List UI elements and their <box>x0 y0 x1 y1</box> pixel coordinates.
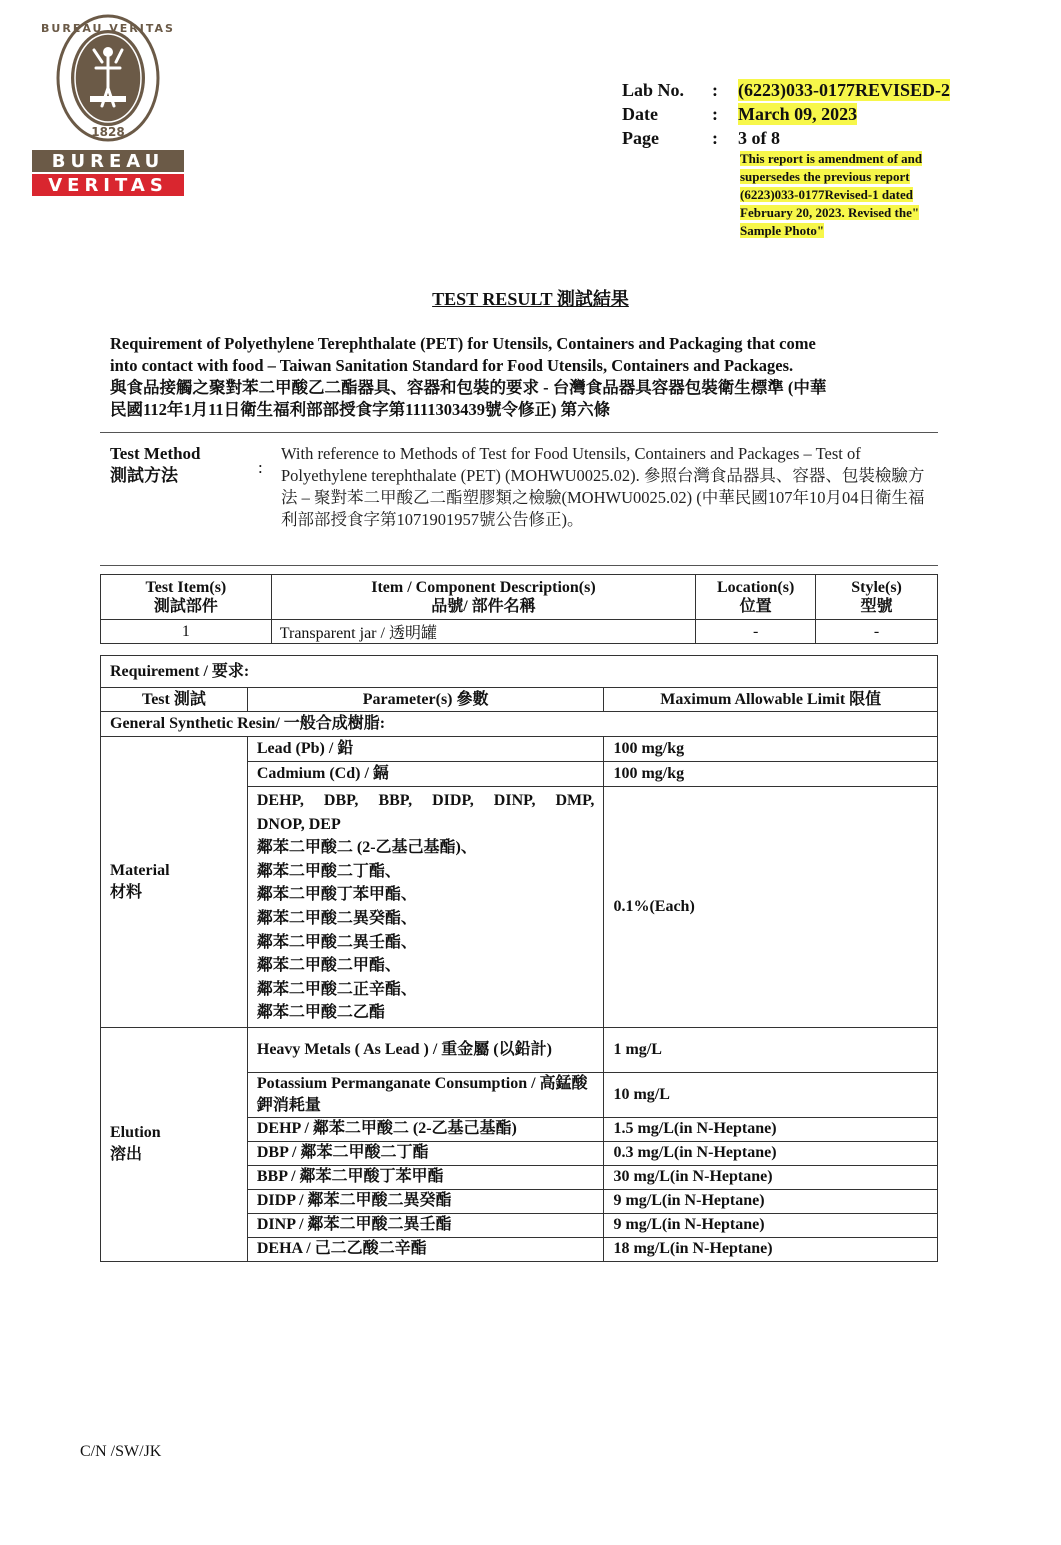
test-method-text: With reference to Methods of Test for Food Utensils, Containers and Packages – Test of Polyethylene terephthalate (PET) (MOHWU0025.02). 參照台灣食品器具、容器、包裝檢驗方法 – 聚對苯二甲酸乙二酯塑膠類之檢驗(MOHWU0025.02) (中華民國107年10月04日衛生福利部部授食字第1071901957號公告修正)。 <box>281 444 925 529</box>
amendment-text: This report is amendment of and supersedes the previous report (6223)033-0177Revised-1 dated February 20, 2023. Revised the" Sample Photo" <box>740 151 923 238</box>
param-cell: DBP / 鄰苯二甲酸二丁酯 <box>247 1141 604 1165</box>
table-row <box>101 737 938 762</box>
param-cell: DIDP / 鄰苯二甲酸二異癸酯 <box>247 1189 604 1213</box>
limit-cell: 10 mg/L <box>604 1072 938 1117</box>
param-cell: DEHP / 鄰苯二甲酸二 (2-乙基己基酯) <box>247 1117 604 1141</box>
param-cell-phthalates: DEHP, DBP, BBP, DIDP, DINP, DMP, DNOP, DEP 鄰苯二甲酸二 (2-乙基己基酯)、 鄰苯二甲酸二丁酯、 鄰苯二甲酸丁苯甲酯、 鄰苯二甲酸二異癸酯、 鄰苯二甲酸二異壬酯、 鄰苯二甲酸二甲酯、 鄰苯二甲酸二正辛酯、 鄰苯二甲酸二乙酯 <box>247 787 604 1028</box>
lab-no-label: Lab No. <box>622 80 685 100</box>
table-row <box>101 1027 938 1072</box>
page-label: Page <box>622 128 659 148</box>
requirement-line: 與食品接觸之聚對苯二甲酸乙二酯器具、容器和包裝的要求 - 台灣食品器具容器包裝衛生標準 (中華 <box>110 378 827 397</box>
header-style: Style(s) 型號 <box>816 575 938 620</box>
svg-text:BUREAU VERITAS: BUREAU VERITAS <box>41 22 175 35</box>
requirements-table <box>100 655 938 1262</box>
test-method-label-en: Test Method <box>110 444 201 463</box>
item-number: 1 <box>101 620 272 644</box>
limit-cell: 18 mg/L(in N-Heptane) <box>604 1237 938 1261</box>
svg-text:1828: 1828 <box>91 125 125 139</box>
param-cell: Heavy Metals ( As Lead ) / 重金屬 (以鉛計) <box>247 1027 604 1072</box>
limit-cell: 1.5 mg/L(in N-Heptane) <box>604 1117 938 1141</box>
limit-cell: 0.3 mg/L(in N-Heptane) <box>604 1141 938 1165</box>
requirement-line: 民國112年1月11日衛生福利部部授食字第1111303439號令修正) 第六條 <box>110 400 611 419</box>
param-cell: BBP / 鄰苯二甲酸丁苯甲酯 <box>247 1165 604 1189</box>
divider <box>100 432 938 433</box>
limit-cell: 100 mg/kg <box>604 762 938 787</box>
footer-reference: C/N /SW/JK <box>80 1443 162 1460</box>
group-title: General Synthetic Resin/ 一般合成樹脂: <box>101 712 938 737</box>
colon: : <box>712 128 718 148</box>
limit-cell: 100 mg/kg <box>604 737 938 762</box>
requirement-line: Requirement of Polyethylene Terephthalate (PET) for Utensils, Containers and Packaging that come <box>110 334 816 353</box>
test-items-table <box>100 574 938 644</box>
date-value: March 09, 2023 <box>738 104 858 124</box>
header-parameter: Parameter(s) 參數 <box>247 688 604 712</box>
page-title: TEST RESULT 測試結果 <box>432 289 629 309</box>
table-header-row <box>101 575 938 620</box>
limit-cell: 0.1%(Each) <box>604 787 938 1028</box>
header-test-items: Test Item(s) 測試部件 <box>101 575 272 620</box>
item-style: - <box>816 620 938 644</box>
lab-no-row <box>622 79 950 101</box>
table-row <box>101 712 938 737</box>
param-cell: Cadmium (Cd) / 鎘 <box>247 762 604 787</box>
colon: : <box>712 80 718 100</box>
colon: : <box>712 104 718 124</box>
header-description: Item / Component Description(s) 品號/ 部件名稱 <box>271 575 695 620</box>
material-label: Material 材料 <box>101 737 248 1028</box>
item-description: Transparent jar / 透明罐 <box>271 620 695 644</box>
limit-cell: 1 mg/L <box>604 1027 938 1072</box>
table-row <box>101 620 938 644</box>
svg-text:BUREAU: BUREAU <box>51 151 165 172</box>
colon: : <box>258 458 263 477</box>
page-value: 3 of 8 <box>738 128 780 148</box>
header-location: Location(s) 位置 <box>696 575 816 620</box>
param-cell: DEHA / 己二乙酸二辛酯 <box>247 1237 604 1261</box>
limit-cell: 9 mg/L(in N-Heptane) <box>604 1213 938 1237</box>
param-cell: DINP / 鄰苯二甲酸二異壬酯 <box>247 1213 604 1237</box>
param-cell: Lead (Pb) / 鉛 <box>247 737 604 762</box>
param-cell: Potassium Permanganate Consumption / 高錳酸鉀消耗量 <box>247 1072 604 1117</box>
page-row <box>622 127 780 149</box>
table-row <box>101 656 938 688</box>
requirement-heading <box>110 333 940 421</box>
requirements-title: Requirement / 要求: <box>101 656 938 688</box>
elution-label: Elution 溶出 <box>101 1027 248 1261</box>
requirement-line: into contact with food – Taiwan Sanitation Standard for Food Utensils, Containers and Packages. <box>110 356 794 375</box>
svg-text:VERITAS: VERITAS <box>48 175 168 196</box>
date-label: Date <box>622 104 658 124</box>
amendment-note <box>740 150 962 240</box>
header-test: Test 測試 <box>101 688 248 712</box>
divider <box>100 565 938 566</box>
date-row <box>622 103 857 125</box>
header-limit: Maximum Allowable Limit 限值 <box>604 688 938 712</box>
test-method-label <box>110 443 201 487</box>
bureau-veritas-logo <box>32 10 184 200</box>
limit-cell: 30 mg/L(in N-Heptane) <box>604 1165 938 1189</box>
lab-no-value: (6223)033-0177REVISED-2 <box>738 80 951 100</box>
item-location: - <box>696 620 816 644</box>
table-header-row <box>101 688 938 712</box>
limit-cell: 9 mg/L(in N-Heptane) <box>604 1189 938 1213</box>
test-method-label-zh: 測試方法 <box>110 466 178 485</box>
